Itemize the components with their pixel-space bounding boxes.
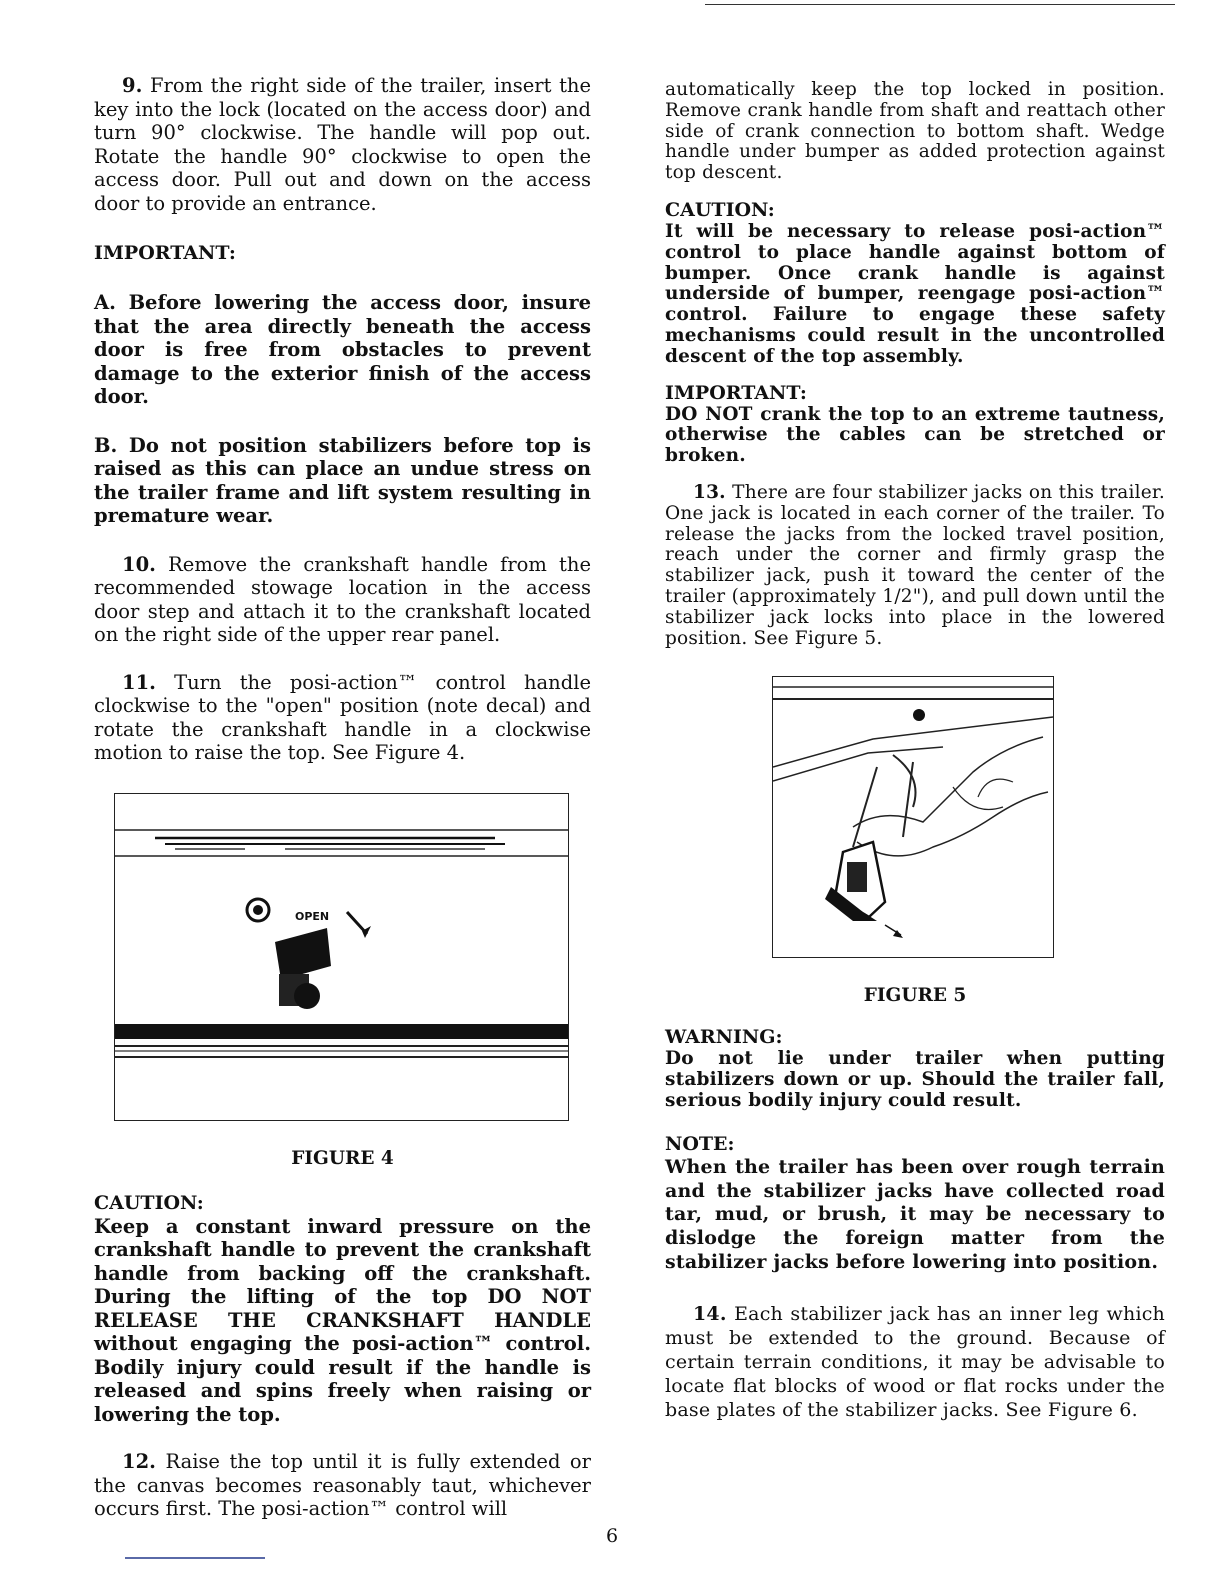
step-text: Each stabilizer jack has an inner leg which must be extended to the ground. Because of certain terrain conditions, it may be advisable to locate flat blocks of wood or flat rocks under the base plates of the stabilizer jacks. See Figure 6. [665,1302,1165,1421]
open-decal-label: OPEN [295,909,330,923]
step-text: There are four stabilizer jacks on this trailer. One jack is located in each corner of the trailer. To release the jacks from the locked travel position, reach under the corner and firmly grasp the stabilizer jack, push it toward the center of the trailer (approximately 1/2"), and pull down until the stabilizer jack locks into place in the lowered position. See Figure 5. [665,481,1165,649]
right-column [665,74,1165,1422]
caution-text: It will be necessary to release posi-action™ control to place handle against bottom of bumper. Once crank handle is against underside of bumper, reengage posi-action™ control. Failure to engage these safety mechanisms could result in the uncontrolled descent of the top assembly. [665,220,1165,367]
step-9 [94,74,591,215]
step-text: Turn the posi-action™ control handle clockwise to the "open" position (note decal) and rotate the crankshaft handle in a clockwise motion to raise the top. See Figure 4. [94,670,591,764]
important-text: DO NOT crank the top to an extreme tautness, otherwise the cables can be stretched or broken. [665,403,1165,467]
figure-4-caption: FIGURE 4 [291,1147,394,1169]
step-12-continuation: automatically keep the top locked in position. Remove crank handle from shaft and reattach other side of crank connection to bottom shaft. Wedge handle under bumper as added protection against top descent. [665,79,1165,184]
note-heading: NOTE: [665,1132,735,1155]
left-column [94,74,591,1521]
step-13 [665,483,1165,649]
step-number: 14. [693,1302,727,1325]
step-10 [94,553,591,647]
step-14 [665,1302,1165,1422]
step-number: 13. [693,481,726,503]
step-text: Remove the crankshaft handle from the recommended stowage location in the access door step and attach it to the crankshaft located on the right side of the upper rear panel. [94,552,591,646]
step-number: 11. [122,670,156,694]
important-heading: IMPORTANT: [665,381,807,404]
top-rule [705,4,1175,5]
step-number: 9. [122,74,143,97]
bottom-rule [125,1557,265,1559]
caution-heading: CAUTION: [665,198,775,221]
important-a: A. Before lowering the access door, insure that the area directly beneath the access door is free from obstacles to prevent damage to the exterior finish of the access door. [94,291,591,408]
figure-5-caption: FIGURE 5 [863,985,967,1007]
step-text: From the right side of the trailer, insert the key into the lock (located on the access door) and turn 90° clockwise. The handle will pop out. Rotate the handle 90° clockwise to open the access door. Pull out and down on the access door to provide an entrance. [94,74,592,215]
warning-text: Do not lie under trailer when putting stabilizers down or up. Should the trailer fall, serious bodily injury could result. [665,1048,1165,1111]
figure-4-illustration [115,794,568,1120]
step-number: 12. [122,1450,156,1473]
step-12 [94,1450,591,1521]
note-text: When the trailer has been over rough terrain and the stabilizer jacks have collected road tar, mud, or brush, it may be necessary to dislodge the foreign matter from the stabilizer jacks before lowering into position. [665,1155,1165,1273]
figure-5 [772,676,1054,958]
important-b: B. Do not position stabilizers before top is raised as this can place an undue stress on the trailer frame and lift system resulting in premature wear. [94,433,591,527]
step-11 [94,671,591,765]
caution-heading: CAUTION: [94,1191,204,1214]
caution-text: Keep a constant inward pressure on the crankshaft handle to prevent the crankshaft handle from backing off the crankshaft. During the lifting of the top DO NOT RELEASE THE CRANKSHAFT HANDLE without engaging the posi-action™ control. Bodily injury could result if the handle is released and spins freely when raising or lowering the top. [94,1214,591,1426]
figure-4 [114,793,569,1121]
step-text: Raise the top until it is fully extended or the canvas becomes reasonably taut, whichever occurs first. The posi-action™ control will [94,1450,591,1520]
important-heading: IMPORTANT: [94,242,236,264]
figure-5-illustration [773,677,1053,957]
warning-heading: WARNING: [665,1026,783,1049]
page-number: 6 [605,1525,619,1547]
step-number: 10. [122,552,156,576]
